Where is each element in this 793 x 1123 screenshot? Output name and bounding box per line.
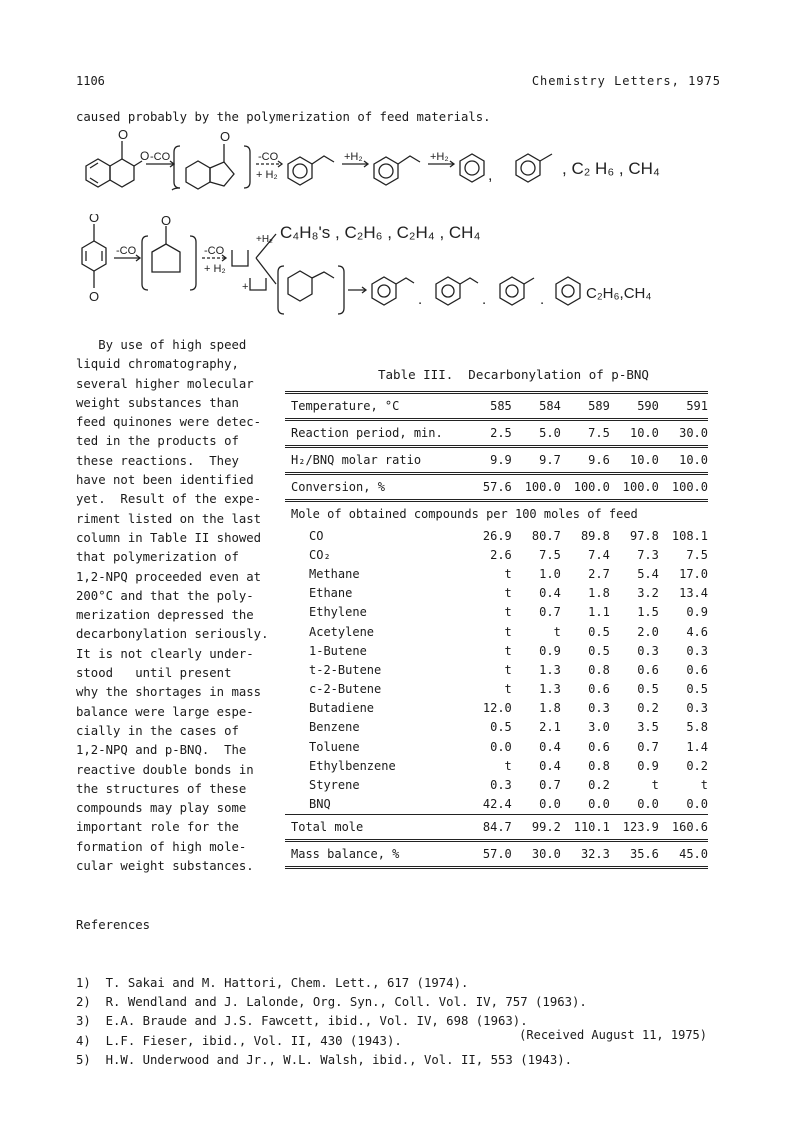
header-row	[285, 393, 708, 420]
scheme1-plus-h2-1: + H₂	[256, 169, 278, 181]
references	[76, 878, 587, 1089]
row-label: c-2-Butene	[309, 682, 382, 697]
body-text-line: 200°C and that the poly-	[76, 588, 254, 603]
body-text-line: By use of high speed	[76, 338, 247, 352]
row-label: CO	[309, 528, 324, 543]
scheme2-separator: .	[482, 291, 487, 308]
cell-value: 160.6	[671, 819, 708, 834]
cell-value: 100.0	[671, 480, 708, 494]
cell-value: t	[504, 586, 512, 601]
cell-value: 108.1	[671, 528, 708, 543]
cell-value: 97.8	[629, 528, 659, 543]
cell-value: 0.5	[686, 682, 708, 697]
cell-value: 0.5	[588, 643, 610, 658]
cell-value: 590	[637, 399, 659, 413]
cell-value: t	[504, 758, 512, 773]
cell-value: 45.0	[659, 840, 708, 867]
compound-row	[285, 660, 708, 679]
scheme2-plus: +	[242, 281, 249, 293]
cell-value: t	[504, 682, 512, 697]
cell-value: 0.2	[588, 778, 610, 793]
received-date: (Received August 11, 1975)	[519, 1028, 707, 1042]
cell-value: 0.8	[588, 662, 610, 677]
body-text-line: cular weight substances.	[76, 859, 254, 874]
cell-value: 2.0	[637, 624, 659, 639]
row-label: Temperature, °C	[291, 399, 400, 413]
row-label: t-2-Butene	[309, 662, 382, 677]
row-label: Methane	[309, 566, 360, 581]
cell-value: 5.0	[539, 426, 561, 440]
row-label: Conversion, %	[291, 480, 385, 494]
references-title: References	[76, 918, 151, 933]
cell-value: 10.0	[629, 426, 659, 440]
body-text-line: yet. Result of the expe-	[76, 492, 262, 507]
body-text-line: cially in the cases of	[76, 723, 239, 738]
body-text-line: ted in the products of	[76, 434, 239, 449]
cell-value: 30.0	[512, 840, 561, 867]
body-text-line: riment listed on the last	[76, 511, 262, 526]
reference-item: 5) H.W. Underwood and Jr., W.L. Walsh, ibid., Vol. II, 553 (1943).	[76, 1052, 573, 1067]
cell-value: 1.4	[686, 739, 708, 754]
compound-row	[285, 564, 708, 583]
cell-value: 0.3	[490, 778, 512, 793]
scheme2-plus-h2-1: + H₂	[204, 263, 226, 275]
cell-value: 0.5	[490, 720, 512, 735]
scheme2-top-products: C₄H₈'s , C₂H₆ , C₂H₄ , CH₄	[280, 223, 481, 242]
cell-value: 2.7	[588, 566, 610, 581]
row-label: Reaction period, min.	[291, 426, 443, 440]
row-label: 1-Butene	[309, 643, 367, 658]
cell-value: 2.5	[490, 426, 512, 440]
cell-value: 0.3	[588, 701, 610, 716]
cell-value: 585	[490, 399, 512, 413]
cell-value: 7.5	[686, 547, 708, 562]
scheme2-plus-h2-top: +H₂	[256, 234, 273, 245]
cell-value: 26.9	[482, 528, 512, 543]
cell-value: 7.3	[637, 547, 659, 562]
cell-value: 0.4	[539, 586, 561, 601]
body-text-line: liquid chromatography,	[76, 357, 239, 372]
cell-value: 4.6	[686, 624, 708, 639]
cell-value: 1.5	[637, 605, 659, 620]
cell-value: 0.2	[686, 758, 708, 773]
header-row	[285, 474, 708, 501]
cell-value: 3.0	[588, 720, 610, 735]
cell-value: 0.7	[637, 739, 659, 754]
table-iii	[285, 391, 708, 869]
cell-value: 0.0	[539, 797, 561, 812]
body-text-line: have not been identified	[76, 473, 254, 488]
cell-value: 57.0	[464, 840, 512, 867]
cell-value: 7.5	[539, 547, 561, 562]
cell-value: 84.7	[482, 819, 512, 834]
cell-value: 123.9	[622, 819, 659, 834]
cell-value: 0.3	[686, 701, 708, 716]
cell-value: t	[553, 624, 561, 639]
cell-value: 591	[686, 399, 708, 413]
compound-row	[285, 718, 708, 737]
cell-value: 0.3	[686, 643, 708, 658]
compound-row	[285, 526, 708, 545]
scheme2-minus-co-1: -CO	[116, 245, 137, 257]
page-number: 1106	[76, 74, 105, 88]
cell-value: 0.6	[588, 739, 610, 754]
mass-balance-row	[285, 840, 708, 867]
cell-value: 0.9	[539, 643, 561, 658]
cell-value: 0.0	[588, 797, 610, 812]
cell-value: 0.9	[637, 758, 659, 773]
compound-row	[285, 641, 708, 660]
reaction-scheme-2	[76, 214, 716, 324]
scheme1-products: , C₂ H₆ , CH₄	[562, 159, 660, 178]
row-label: Toluene	[309, 739, 360, 754]
scheme1-plus-h2-2: +H₂	[344, 151, 363, 163]
oxo-label: O	[89, 214, 100, 225]
body-text-line: formation of high mole-	[76, 839, 247, 854]
cell-value: t	[504, 643, 512, 658]
cell-value: 12.0	[482, 701, 512, 716]
row-label: Ethylene	[309, 605, 367, 620]
cell-value: 100.0	[573, 480, 610, 494]
cell-value: 10.0	[679, 453, 708, 467]
cell-value: 0.3	[637, 643, 659, 658]
body-text-line: that polymerization of	[76, 550, 239, 565]
body-text-line: compounds may play some	[76, 801, 247, 816]
cell-value: 3.5	[637, 720, 659, 735]
body-text-line: important role for the	[76, 820, 239, 835]
total-row	[285, 814, 708, 840]
compound-row	[285, 737, 708, 756]
cell-value: 0.8	[588, 758, 610, 773]
discussion-text	[76, 336, 276, 876]
cell-value: 9.7	[539, 453, 561, 467]
row-label: Acetylene	[309, 624, 375, 639]
cell-value: 0.9	[686, 605, 708, 620]
cell-value: 589	[588, 399, 610, 413]
compound-row	[285, 795, 708, 815]
cell-value: 1.1	[588, 605, 610, 620]
cell-value: 9.6	[588, 453, 610, 467]
cell-value: 0.5	[637, 682, 659, 697]
cell-value: 0.0	[686, 797, 708, 812]
table-caption: Table III. Decarbonylation of p-BNQ	[378, 367, 649, 382]
oxo-label: O	[140, 149, 150, 163]
row-label: H₂/BNQ molar ratio	[291, 453, 422, 467]
cell-value: 0.7	[539, 605, 561, 620]
cell-value: 0.4	[539, 739, 561, 754]
cell-value: 110.1	[573, 819, 610, 834]
cell-value: 5.4	[637, 566, 659, 581]
body-text-line: stood until present	[76, 666, 232, 681]
oxo-label: O	[220, 129, 231, 144]
body-text-line: why the shortages in mass	[76, 685, 262, 700]
header-row	[285, 447, 708, 474]
cell-value: 7.5	[588, 426, 610, 440]
intro-line: caused probably by the polymerization of feed materials.	[76, 110, 491, 124]
compound-row	[285, 622, 708, 641]
reference-item: 1) T. Sakai and M. Hattori, Chem. Lett., 617 (1974).	[76, 976, 469, 991]
oxo-label: O	[161, 214, 172, 228]
cell-value: 17.0	[679, 566, 708, 581]
body-text-line: reactive double bonds in	[76, 762, 254, 777]
body-text-line: 1,2-NPQ proceeded even at	[76, 569, 262, 584]
row-label: Styrene	[309, 778, 360, 793]
cell-value: 89.8	[580, 528, 610, 543]
body-text-line: 1,2-NPQ and p-BNQ. The	[76, 743, 247, 758]
compound-row	[285, 603, 708, 622]
body-text-line: column in Table II showed	[76, 530, 262, 545]
body-text-line: these reactions. They	[76, 453, 239, 468]
body-text-line: the structures of these	[76, 781, 247, 796]
scheme2-separator: .	[418, 291, 423, 308]
cell-value: 13.4	[679, 586, 708, 601]
section-row	[285, 501, 708, 527]
compound-row	[285, 775, 708, 794]
row-label: Ethane	[309, 586, 353, 601]
row-label: Butadiene	[309, 701, 375, 716]
section-title: Mole of obtained compounds per 100 moles of feed	[291, 507, 638, 521]
cell-value: 2.1	[539, 720, 561, 735]
body-text-line: balance were large espe-	[76, 704, 254, 719]
cell-value: 0.2	[637, 701, 659, 716]
scheme1-separator: ,	[488, 167, 493, 184]
cell-value: 80.7	[531, 528, 561, 543]
reaction-scheme-1	[76, 128, 716, 200]
body-text-line: several higher molecular	[76, 376, 254, 391]
cell-value: 100.0	[622, 480, 659, 494]
row-label: Mass balance, %	[285, 840, 464, 867]
cell-value: 2.6	[490, 547, 512, 562]
scheme2-bottom-products: C₂H₆,CH₄	[586, 285, 652, 302]
cell-value: t	[504, 566, 512, 581]
compound-row	[285, 545, 708, 564]
cell-value: 1.0	[539, 566, 561, 581]
scheme1-minus-co-2: -CO	[258, 151, 279, 163]
cell-value: 1.3	[539, 682, 561, 697]
cell-value: 1.8	[588, 586, 610, 601]
cell-value: t	[700, 778, 708, 793]
header-row	[285, 420, 708, 447]
scheme2-separator: .	[540, 291, 545, 308]
journal-header: Chemistry Letters, 1975	[531, 74, 721, 88]
cell-value: 9.9	[490, 453, 512, 467]
body-text-line: feed quinones were detec-	[76, 415, 262, 430]
cell-value: 0.6	[637, 662, 659, 677]
row-label: Ethylbenzene	[309, 758, 396, 773]
cell-value: 0.5	[588, 624, 610, 639]
cell-value: 0.7	[539, 778, 561, 793]
reference-item: 4) L.F. Fieser, ibid., Vol. II, 430 (1943).	[76, 1033, 402, 1048]
cell-value: t	[504, 662, 512, 677]
cell-value: 0.0	[490, 739, 512, 754]
row-label: Benzene	[309, 720, 360, 735]
cell-value: 30.0	[679, 426, 708, 440]
cell-value: 35.6	[610, 840, 659, 867]
cell-value: 3.2	[637, 586, 659, 601]
cell-value: 10.0	[629, 453, 659, 467]
cell-value: 1.3	[539, 662, 561, 677]
cell-value: 32.3	[561, 840, 610, 867]
body-text-line: merization depressed the	[76, 608, 254, 623]
cell-value: t	[504, 624, 512, 639]
cell-value: 0.6	[588, 682, 610, 697]
row-label: CO₂	[309, 547, 331, 562]
cell-value: 584	[539, 399, 561, 413]
cell-value: 5.8	[686, 720, 708, 735]
cell-value: 7.4	[588, 547, 610, 562]
cell-value: 42.4	[482, 797, 512, 812]
cell-value: 0.4	[539, 758, 561, 773]
body-text-line: It is not clearly under-	[76, 646, 254, 661]
compound-row	[285, 756, 708, 775]
compound-row	[285, 680, 708, 699]
oxo-label: O	[89, 289, 100, 304]
scheme2-minus-co-2: -CO	[204, 245, 225, 257]
scheme1-plus-h2-3: +H₂	[430, 151, 449, 163]
reference-item: 2) R. Wendland and J. Lalonde, Org. Syn., Coll. Vol. IV, 757 (1963).	[76, 995, 587, 1010]
scheme1-minus-co-1: -CO	[150, 151, 171, 163]
compound-row	[285, 699, 708, 718]
cell-value: 57.6	[482, 480, 512, 494]
cell-value: 1.8	[539, 701, 561, 716]
body-text-line: decarbonylation seriously.	[76, 627, 269, 642]
row-label: Total mole	[291, 819, 364, 834]
cell-value: 99.2	[531, 819, 561, 834]
body-text-line: weight substances than	[76, 395, 239, 410]
cell-value: t	[504, 605, 512, 620]
row-label: BNQ	[309, 797, 331, 812]
cell-value: 100.0	[524, 480, 561, 494]
cell-value: t	[651, 778, 659, 793]
cell-value: 0.0	[637, 797, 659, 812]
cell-value: 0.6	[686, 662, 708, 677]
oxo-label: O	[118, 128, 129, 142]
compound-row	[285, 584, 708, 603]
data-table	[285, 391, 708, 869]
reference-item: 3) E.A. Braude and J.S. Fawcett, ibid., Vol. IV, 698 (1963).	[76, 1014, 528, 1029]
